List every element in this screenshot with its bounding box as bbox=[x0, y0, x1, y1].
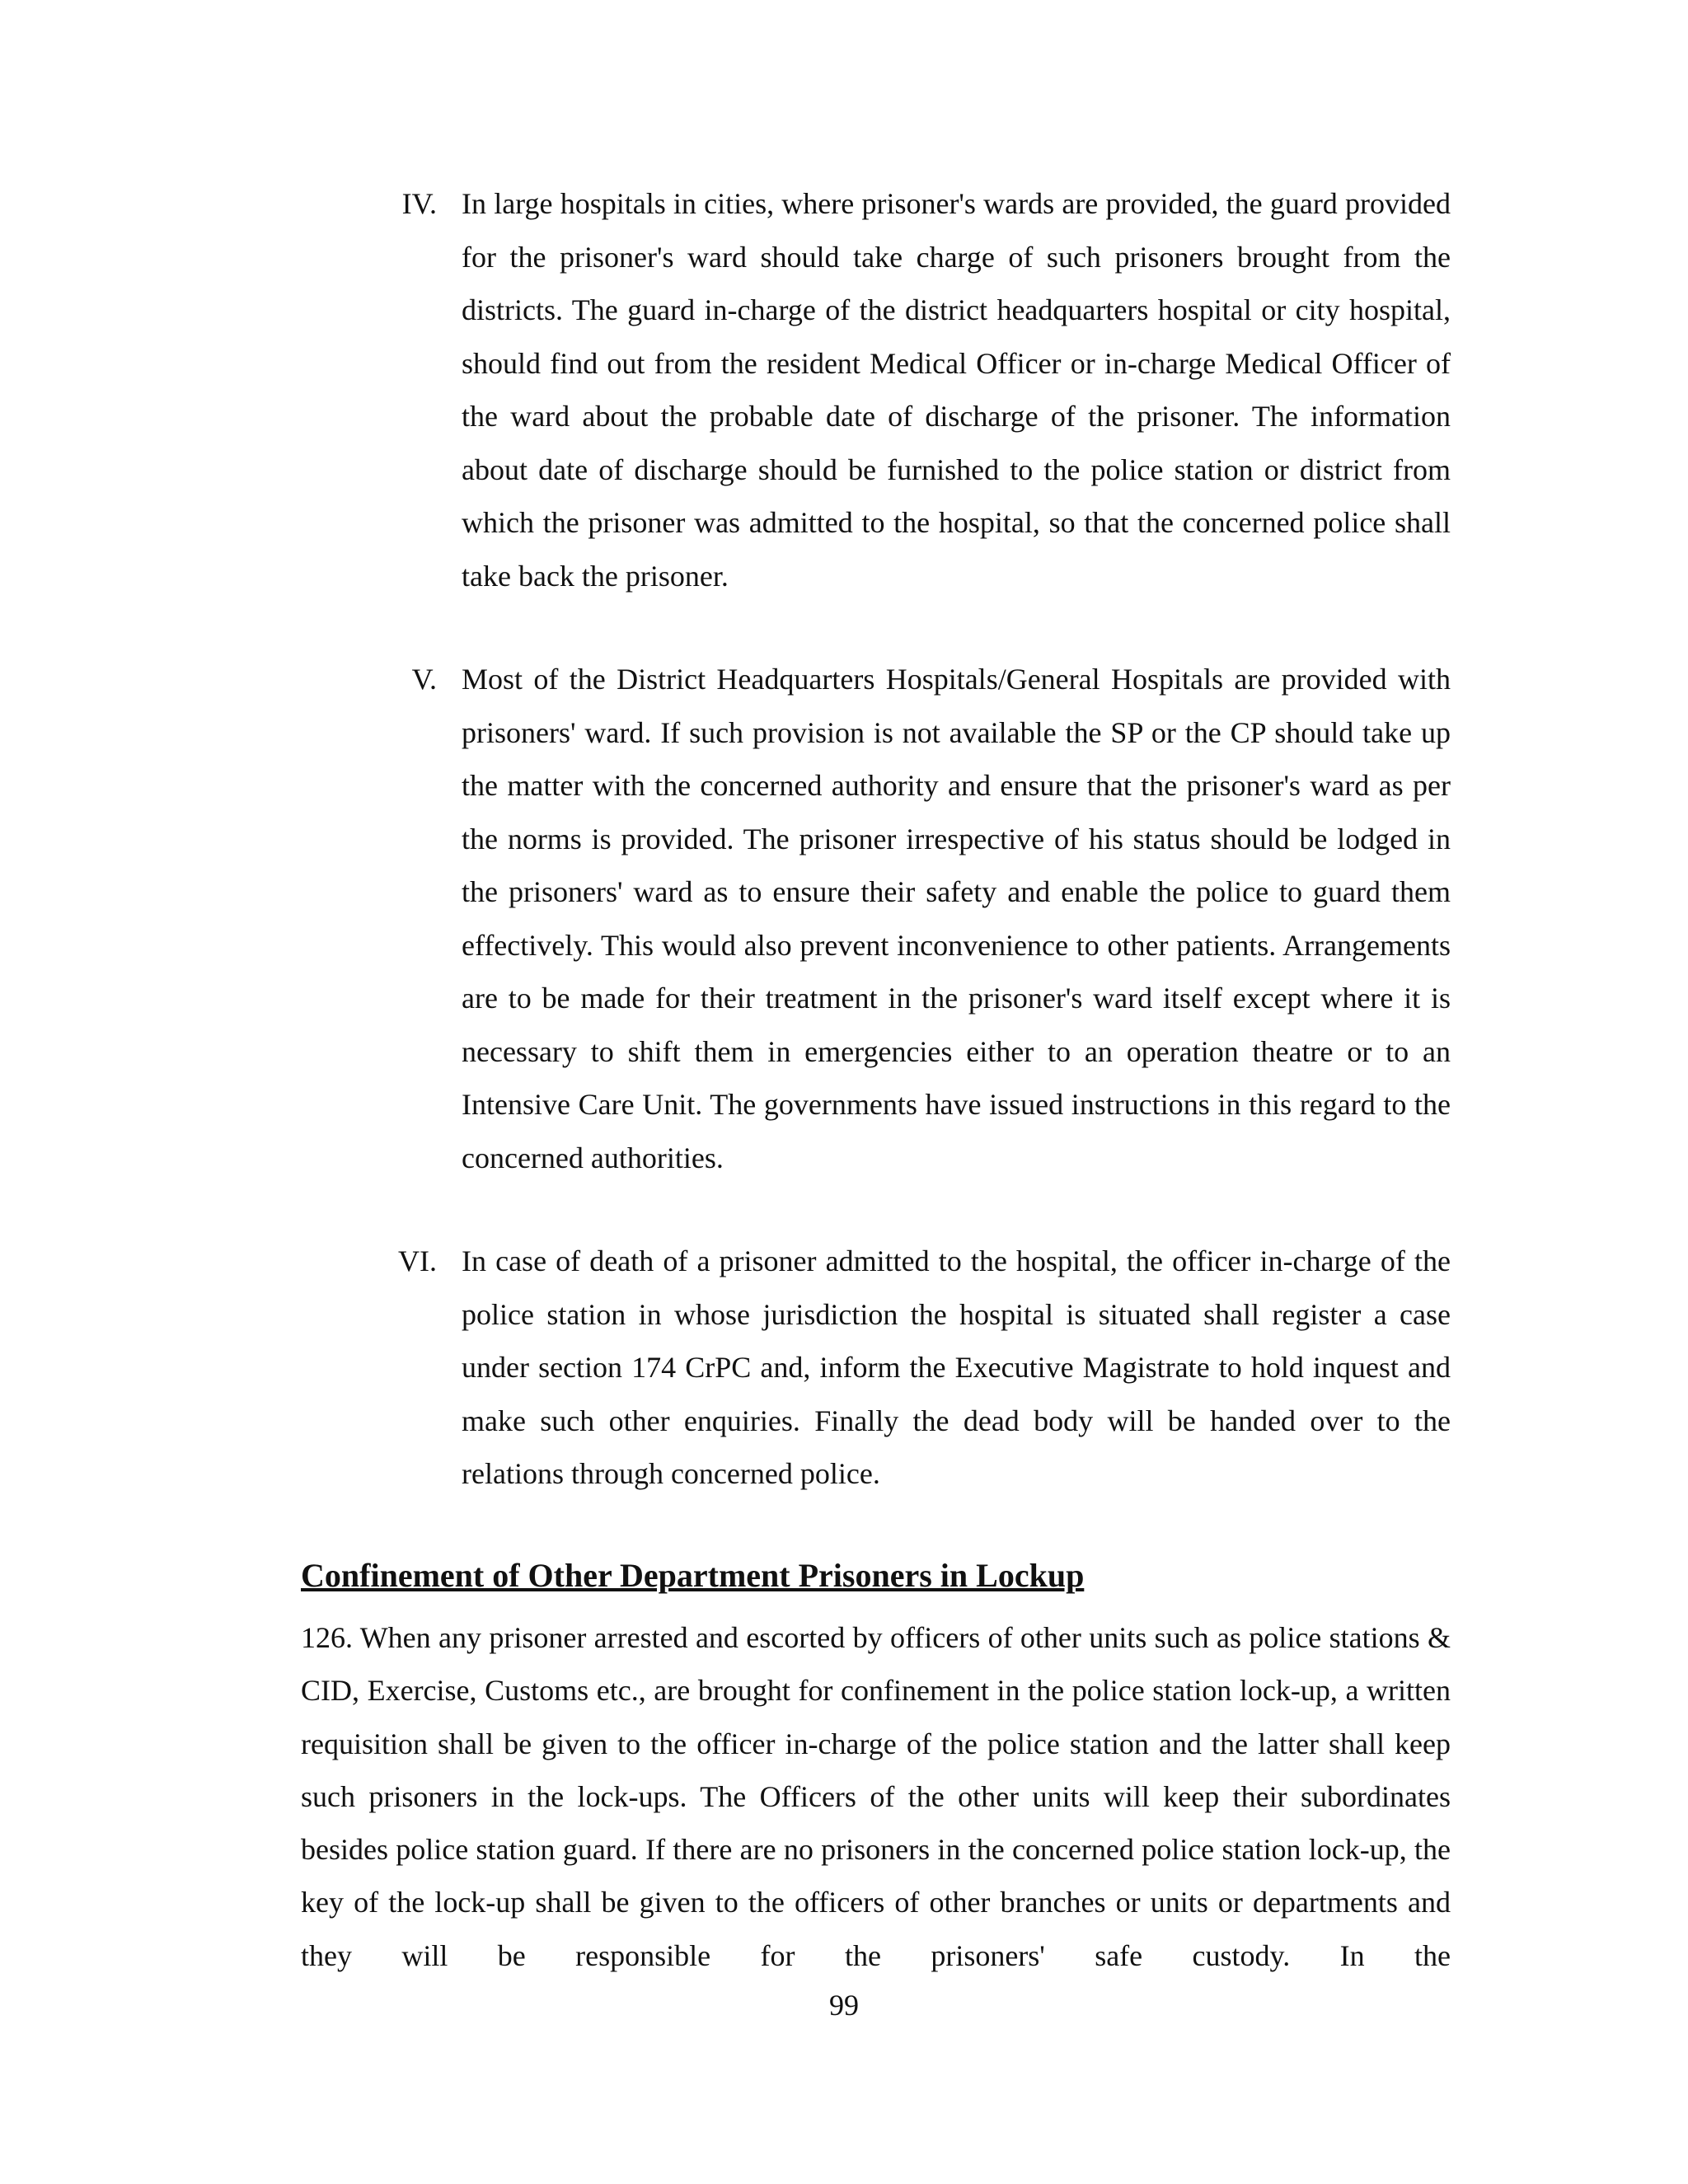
section-heading: Confinement of Other Department Prisoners in Lockup bbox=[301, 1557, 1085, 1594]
list-item-text: In case of death of a prisoner admitted to the hospital, the officer in-charge of the police station in whose jurisdiction the hospital is situated shall register a case under section 174 CrPC and, inform the Executive Magistrate to hold inquest and make such other enquiries. Finally the dead body will be handed over to the relations through concerned police. bbox=[462, 1244, 1451, 1490]
list-item bbox=[387, 177, 1451, 602]
list-item-text: In large hospitals in cities, where prisoner's wards are provided, the guard provided for the prisoner's ward should take charge of such prisoners brought from the districts. The guard in-charge of the district headquarters hospital or city hospital, should find out from the resident Medical Officer or in-charge Medical Officer of the ward about the probable date of discharge of the prisoner. The information about date of discharge should be furnished to the police station or district from which the prisoner was admitted to the hospital, so that the concerned police shall take back the prisoner. bbox=[462, 187, 1451, 593]
list-item-text: Most of the District Headquarters Hospitals/General Hospitals are provided with prisoners' ward. If such provision is not available the SP or the CP should take up the matter with the concerned authority and ensure that the prisoner's ward as per the norms is provided. The prisoner irrespective of his status should be lodged in the prisoners' ward as to ensure their safety and enable the police to guard them effectively. This would also prevent inconvenience to other patients. Arrangements are to be made for their treatment in the prisoner's ward itself except where it is necessary to shift them in emergencies either to an operation theatre or to an Intensive Care Unit. The governments have issued instructions in this regard to the concerned authorities. bbox=[462, 663, 1451, 1174]
list-item-numeral: VI. bbox=[398, 1244, 437, 1277]
list-item bbox=[387, 653, 1451, 1184]
page-number: 99 bbox=[829, 1989, 859, 2022]
list-item-numeral: IV. bbox=[401, 187, 437, 220]
list-item-numeral: V. bbox=[411, 663, 437, 696]
list-item bbox=[387, 1235, 1451, 1501]
section-paragraph: 126. When any prisoner arrested and escorted by officers of other units such as police stations & CID, Exercise, Customs etc., are brought for confinement in the police station lock-up, a written requisition shall be given to the officer in-charge of the police station and the latter shall keep such prisoners in the lock-ups. The Officers of the other units will keep their subordinates besides police station guard. If there are no prisoners in the concerned police station lock-up, the key of the lock-up shall be given to the officers of other branches or units or departments and they will be responsible for the prisoners' safe custody. In the bbox=[301, 1621, 1451, 1972]
